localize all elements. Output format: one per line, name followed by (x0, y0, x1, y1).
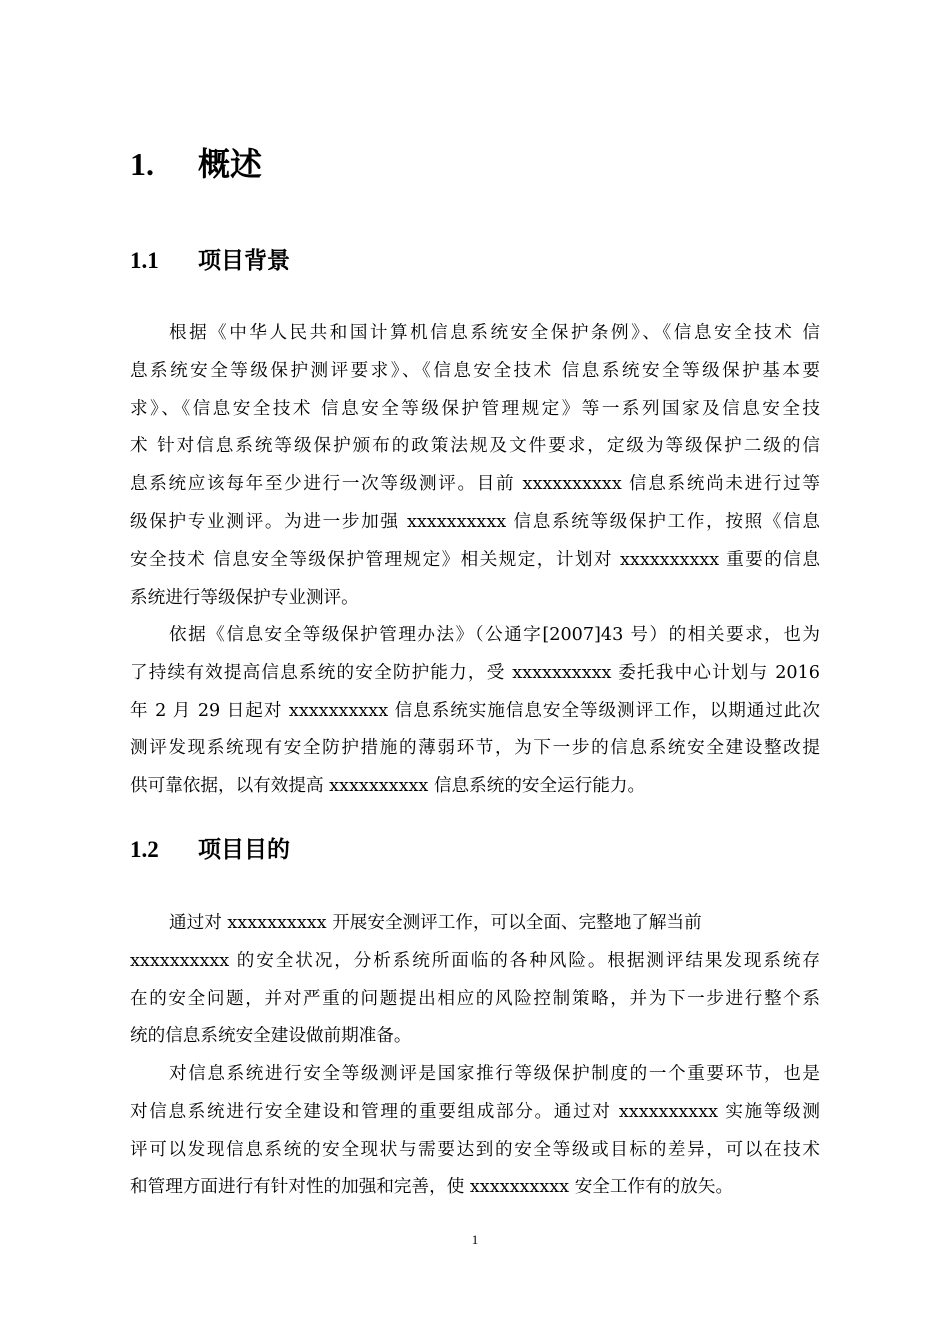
chapter-title: 概述 (198, 145, 263, 183)
background-paragraph-2 (130, 617, 820, 806)
text-line: 根据《中华人民共和国计算机信息系统安全保护条例》、《信息安全技术 信 (169, 323, 820, 343)
section-title: 项目目的 (198, 837, 290, 863)
text-line: 了持续有效提高信息系统的安全防护能力，受 xxxxxxxxxx 委托我中心计划与 2016 (130, 662, 820, 683)
section-heading-1-2 (130, 830, 290, 870)
text-line: 息系统应该每年至少进行一次等级测评。目前 xxxxxxxxxx 信息系统尚未进行过等 (130, 474, 820, 495)
text-line: 在的安全问题，并对严重的问题提出相应的风险控制策略，并为下一步进行整个系 (130, 988, 820, 1009)
text-line: xxxxxxxxxx 的安全状况，分析系统所面临的各种风险。根据测评结果发现系统存 (130, 950, 820, 971)
text-line: 求》、《信息安全技术 信息安全等级保护管理规定》等一系列国家及信息安全技 (130, 398, 820, 419)
section-number: 1.2 (130, 837, 159, 862)
text-line: 息系统安全等级保护测评要求》、《信息安全技术 信息系统安全等级保护基本要 (130, 360, 820, 381)
purpose-paragraph-2 (130, 1056, 820, 1207)
text-line: 评可以发现信息系统的安全现状与需要达到的安全等级或目标的差异，可以在技术 (130, 1139, 820, 1160)
text-line: 级保护专业测评。为进一步加强 xxxxxxxxxx 信息系统等级保护工作，按照《信息 (130, 511, 820, 532)
text-line: 和管理方面进行有针对性的加强和完善，使 xxxxxxxxxx 安全工作有的放矢。 (130, 1177, 734, 1198)
text-line: 统的信息系统安全建设做前期准备。 (130, 1026, 412, 1047)
section-heading-1-1 (130, 241, 290, 281)
text-line: 对信息系统进行安全等级测评是国家推行等级保护制度的一个重要环节，也是 (169, 1064, 820, 1084)
text-line: 系统进行等级保护专业测评。 (130, 587, 359, 608)
purpose-paragraph-1 (130, 905, 820, 1056)
text-line: 术 针对信息系统等级保护颁布的政策法规及文件要求，定级为等级保护二级的信 (130, 436, 820, 457)
text-line: 通过对 xxxxxxxxxx 开展安全测评工作，可以全面、完整地了解当前 (169, 913, 702, 933)
page-number: 1 (471, 1232, 479, 1247)
text-line: 供可靠依据，以有效提高 xxxxxxxxxx 信息系统的安全运行能力。 (130, 776, 646, 797)
section-title: 项目背景 (198, 248, 290, 274)
text-line: 安全技术 信息安全等级保护管理规定》相关规定，计划对 xxxxxxxxxx 重要的信息 (130, 549, 820, 570)
text-line: 依据《信息安全等级保护管理办法》（公通字[2007]43 号）的相关要求，也为 (169, 625, 820, 645)
background-paragraph-1 (130, 315, 820, 617)
section-number: 1.1 (130, 248, 159, 273)
text-line: 测评发现系统现有安全防护措施的薄弱环节，为下一步的信息系统安全建设整改提 (130, 738, 820, 759)
chapter-number: 1. (130, 146, 154, 182)
chapter-heading (130, 138, 262, 190)
text-line: 年 2 月 29 日起对 xxxxxxxxxx 信息系统实施信息安全等级测评工作，以期通过此次 (130, 700, 820, 721)
text-line: 对信息系统进行安全建设和管理的重要组成部分。通过对 xxxxxxxxxx 实施等级测 (130, 1101, 820, 1122)
